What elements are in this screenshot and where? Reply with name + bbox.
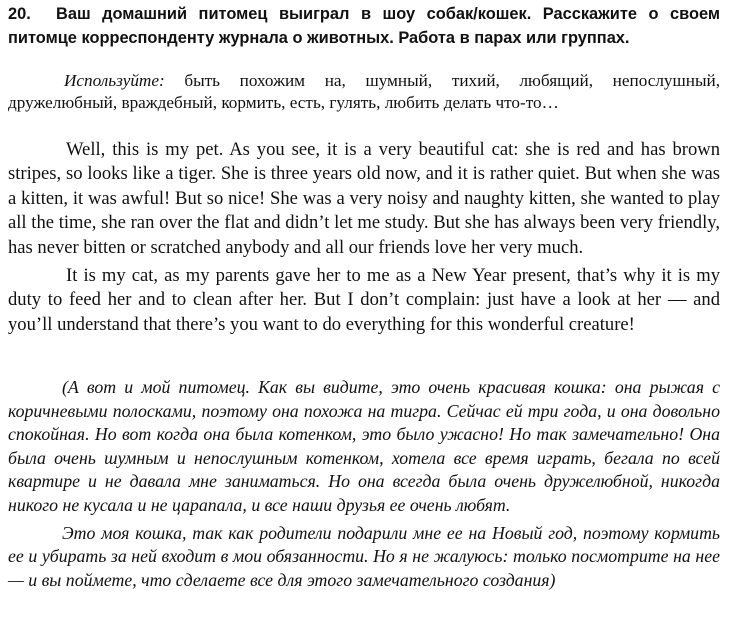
english-paragraph-2: It is my cat, as my parents gave her to me as a New Year present, that’s why it is my duty to feed her and to clean after her. But I don’t complain: just have a look at her — and you’ll understand that there’s you want to do everything for this wonderful creature! [8,265,720,335]
exercise-header [8,2,720,50]
exercise-instruction [8,70,720,114]
exercise-title: Ваш домашний питомец выиграл в шоу собак/кошек. Расскажите о своем питомце корреспонденту журнала о животных. Работа в парах или группах. [8,5,720,47]
english-paragraph-1: Well, this is my pet. As you see, it is a very beautiful cat: she is red and has brown stripes, so looks like a tiger. She is three years old now, and it is rather quiet. But when she was a kitten, it was awful! But so nice! She was a very noisy and naughty kitten, she wanted to play all the time, she ran over the flat and didn’t let me study. But she has always been very friendly, has never bitten or scratched anybody and all our friends love her very much. [8,139,720,258]
russian-paragraph-1: (А вот и мой питомец. Как вы видите, это очень красивая кошка: она рыжая с коричневыми полосками, поэтому она похожа на тигра. Сейчас ей три года, и она довольно спокойная. Но вот когда она была котенком, это было ужасно! Но так замечательно! Она была очень шумным и непослушным котенком, хотела все время играть, бегала по всей квартире и не давала мне заниматься. Но она всегда была очень дружелюбной, никогда никого не кусала и не царапала, и все наши друзья ее очень любят. [8,377,720,515]
english-text-block [8,138,720,337]
instruction-word-list: быть похожим на, шумный, тихий, любящий, непослушный, дружелюбный, враждебный, кормить, есть, гулять, любить делать что-то… [8,71,720,112]
exercise-number: 20. [8,5,31,23]
russian-translation-block [8,376,720,592]
russian-paragraph-2: Это моя кошка, так как родители подарили мне ее на Новый год, поэтому кормить ее и убирать за ней входит в мои обязанности. Но я не жалуюсь: только посмотрите на нее — и вы поймете, что сделаете все для этого замечательного создания) [8,522,720,590]
instruction-lead: Используйте: [64,71,165,90]
